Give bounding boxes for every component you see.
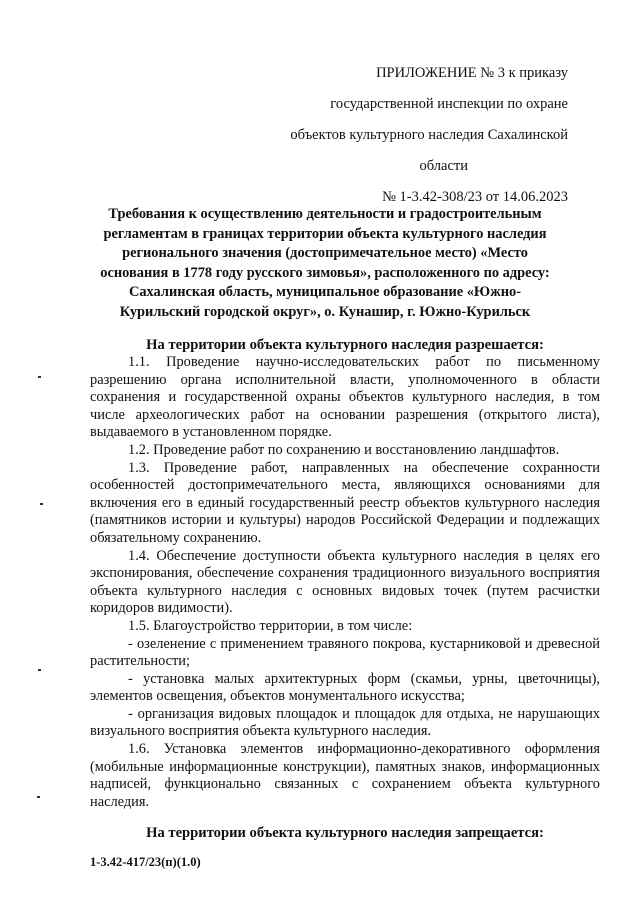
allowed-heading: На территории объекта культурного наследия разрешается: xyxy=(146,337,544,353)
allowed-item: 1.2. Проведение работ по сохранению и восстановлению ландшафтов. xyxy=(128,441,560,458)
allowed-item: 1.4. Обеспечение доступности объекта культурного наследия в целях его экспонирования, обеспечение сохранения традиционного визуального восприятия объекта культурного наследия с основных видовых точек (путем расчистки коридоров видимости). xyxy=(90,547,600,617)
document-title: Требования к осуществлению деятельности и градостроительным регламентам в границах территории объекта культурного наследия регионального значения (достопримечательное место) «Место основания в 1778 году русского зимовья», расположенного по адресу: Сахалинская область, муниципальное образование «Южно-Курильский городской округ», о. Кунашир, г. Южно-Курильск xyxy=(100,206,550,320)
allowed-subitem: - организация видовых площадок и площадок для отдыха, не нарушающих визуального восприятия объекта культурного наследия. xyxy=(90,705,600,740)
appendix-line: государственной инспекции по охране xyxy=(330,96,568,112)
allowed-subitem: - озеленение с применением травяного покрова, кустарниковой и древесной растительности; xyxy=(90,635,600,670)
document-code: 1-3.42-417/23(п)(1.0) xyxy=(90,855,201,869)
scan-mark xyxy=(37,796,40,798)
appendix-order-number: № 1-3.42-308/23 от 14.06.2023 xyxy=(382,189,568,205)
allowed-item: 1.3. Проведение работ, направленных на обеспечение сохранности особенностей достопримечательного места, являющихся основаниями для включения его в единый государственный реестр объектов культурного наследия (памятников истории и культуры) народов Российской Федерации и подлежащих обязательному сохранению. xyxy=(90,459,600,546)
scan-mark xyxy=(40,503,43,505)
allowed-section xyxy=(90,336,600,811)
allowed-subitem: - установка малых архитектурных форм (скамьи, урны, цветочницы), элементов освещения, объектов монументального искусства; xyxy=(90,670,600,705)
allowed-item: 1.6. Установка элементов информационно-декоративного оформления (мобильные информационные конструкции), памятных знаков, информационных надписей, функционально связанных с сохранением объекта культурного наследия. xyxy=(90,741,600,810)
appendix-header xyxy=(248,58,568,213)
appendix-line: ПРИЛОЖЕНИЕ № 3 к приказу xyxy=(376,65,568,81)
appendix-line: области xyxy=(419,158,468,174)
scan-mark xyxy=(38,376,41,378)
appendix-line: объектов культурного наследия Сахалинской xyxy=(290,127,568,143)
forbidden-section xyxy=(90,824,600,842)
allowed-item: 1.5. Благоустройство территории, в том числе: xyxy=(128,617,413,634)
scan-mark xyxy=(38,669,41,671)
forbidden-heading: На территории объекта культурного наследия запрещается: xyxy=(146,825,544,841)
allowed-item: 1.1. Проведение научно-исследовательских работ по письменному разрешению органа исполнительной власти, уполномоченного в области сохранения и государственной охраны объектов культурного наследия, в том числе археологических работ на основании разрешения (открытого листа), выдаваемого в установленном порядке. xyxy=(90,354,600,441)
